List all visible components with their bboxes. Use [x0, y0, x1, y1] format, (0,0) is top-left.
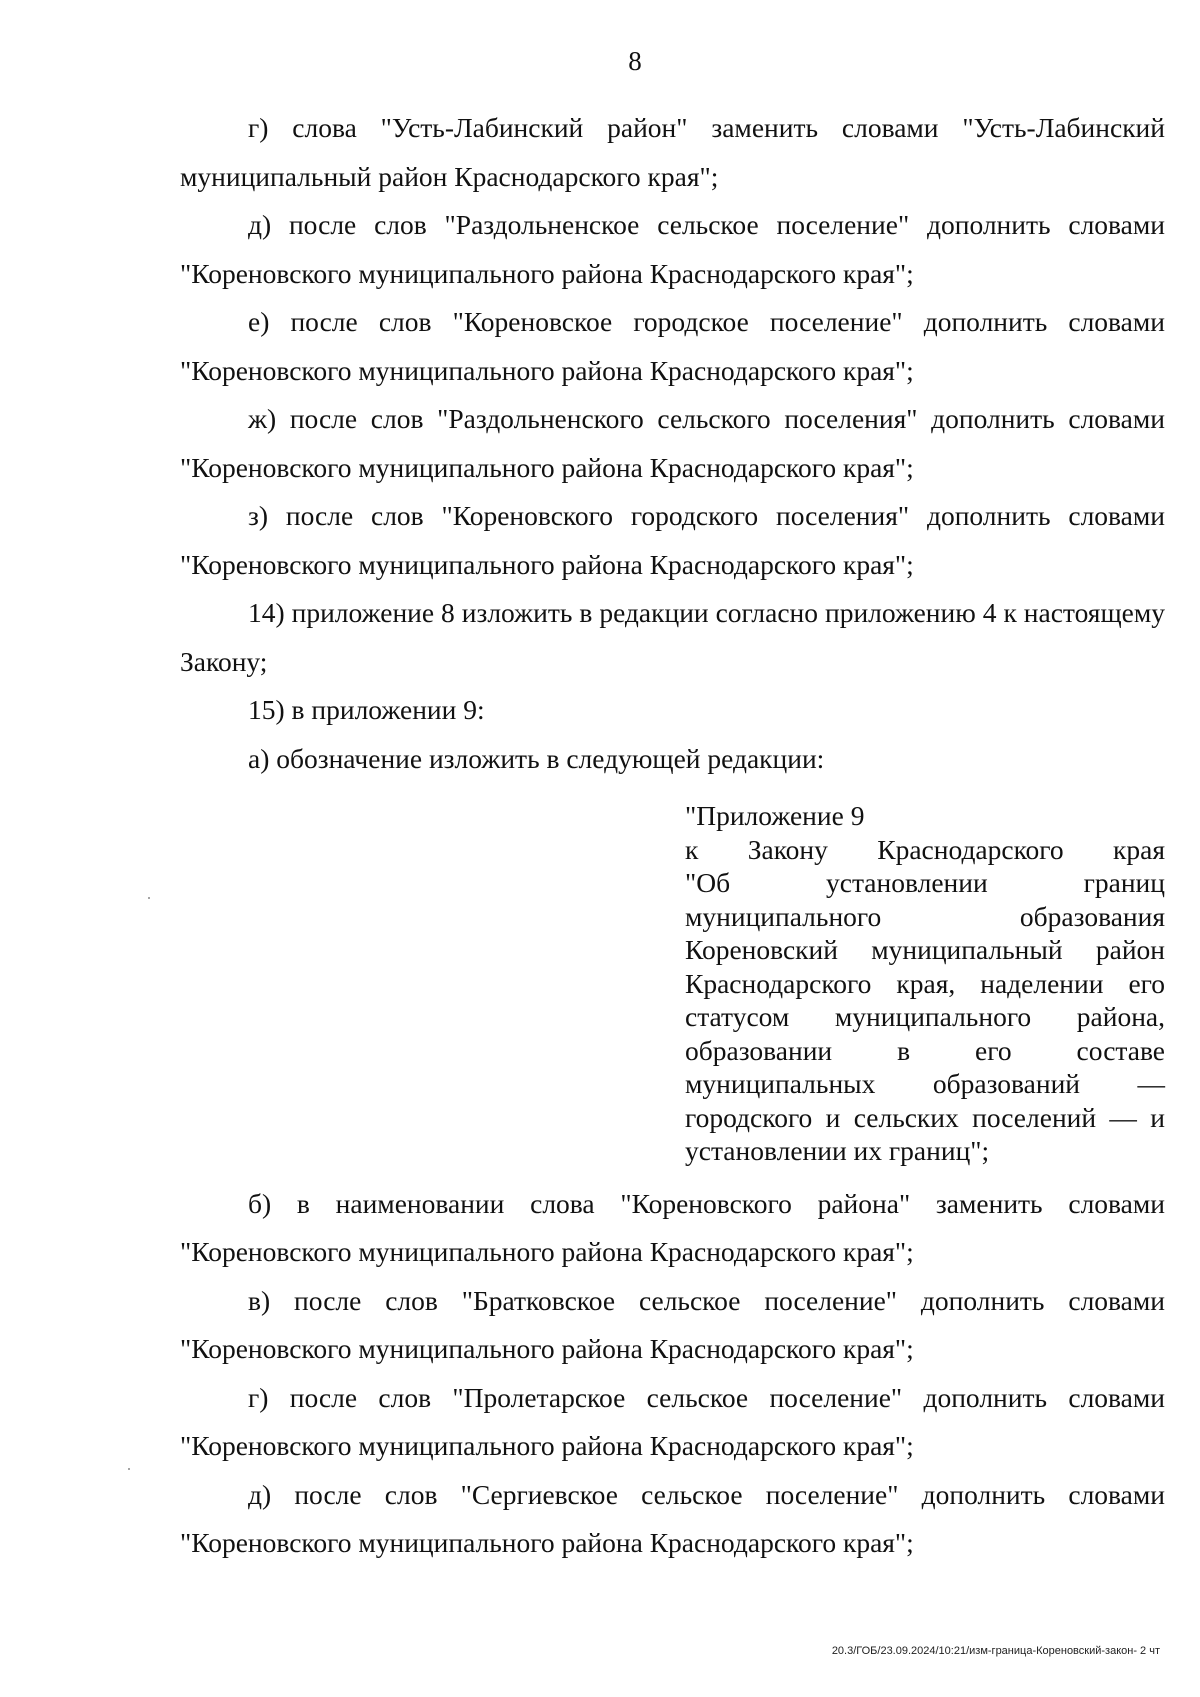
paragraph: д) после слов "Раздольненское сельское поселение" дополнить словами "Кореновского муниципального района Краснодарского края"; — [180, 209, 1165, 289]
quote-text: "Об установлении границ муниципального образования Кореновский муниципальный район Краснодарского края, наделении его статусом муниципального района, образовании в его составе муниципальных образований — городского и сельских поселений — и установлении их границ"; — [685, 867, 1165, 1166]
quote-first-line: к Закону Краснодарского края — [685, 833, 1165, 865]
paragraph: в) после слов "Братковское сельское поселение" дополнить словами "Кореновского муниципального района Краснодарского края"; — [180, 1284, 1165, 1364]
scan-speck — [128, 1468, 130, 1470]
paragraph: а) обозначение изложить в следующей редакции: — [248, 742, 825, 774]
paragraph: д) после слов "Сергиевское сельское поселение" дополнить словами "Кореновского муниципального района Краснодарского края"; — [180, 1478, 1165, 1558]
paragraph: б) в наименовании слова "Кореновского района" заменить словами "Кореновского муниципального района Краснодарского края"; — [180, 1187, 1165, 1267]
scan-speck — [148, 897, 150, 899]
paragraph: 14) приложение 8 изложить в редакции согласно приложению 4 к настоящему Закону; — [180, 597, 1165, 677]
footer-document-code: 20.3/ГОБ/23.09.2024/10:21/изм-граница-Кореновский-закон- 2 чт — [831, 1645, 1160, 1657]
paragraph: ж) после слов "Раздольненского сельского поселения" дополнить словами "Кореновского муниципального района Краснодарского края"; — [180, 403, 1165, 483]
paragraph: з) после слов "Кореновского городского поселения" дополнить словами "Кореновского муниципального района Краснодарского края"; — [180, 500, 1165, 580]
quote-title: "Приложение 9 — [685, 800, 865, 831]
page-number: 8 — [628, 46, 642, 76]
paragraph: е) после слов "Кореновское городское поселение" дополнить словами "Кореновского муниципального района Краснодарского края"; — [180, 306, 1165, 386]
document-body — [180, 104, 1165, 1568]
paragraph: г) слова "Усть-Лабинский район" заменить словами "Усть-Лабинский муниципальный район Краснодарского края"; — [180, 112, 1165, 192]
paragraph: г) после слов "Пролетарское сельское поселение" дополнить словами "Кореновского муниципального района Краснодарского края"; — [180, 1381, 1165, 1461]
appendix-heading-quote — [685, 799, 1165, 1168]
paragraph: 15) в приложении 9: — [248, 694, 485, 725]
